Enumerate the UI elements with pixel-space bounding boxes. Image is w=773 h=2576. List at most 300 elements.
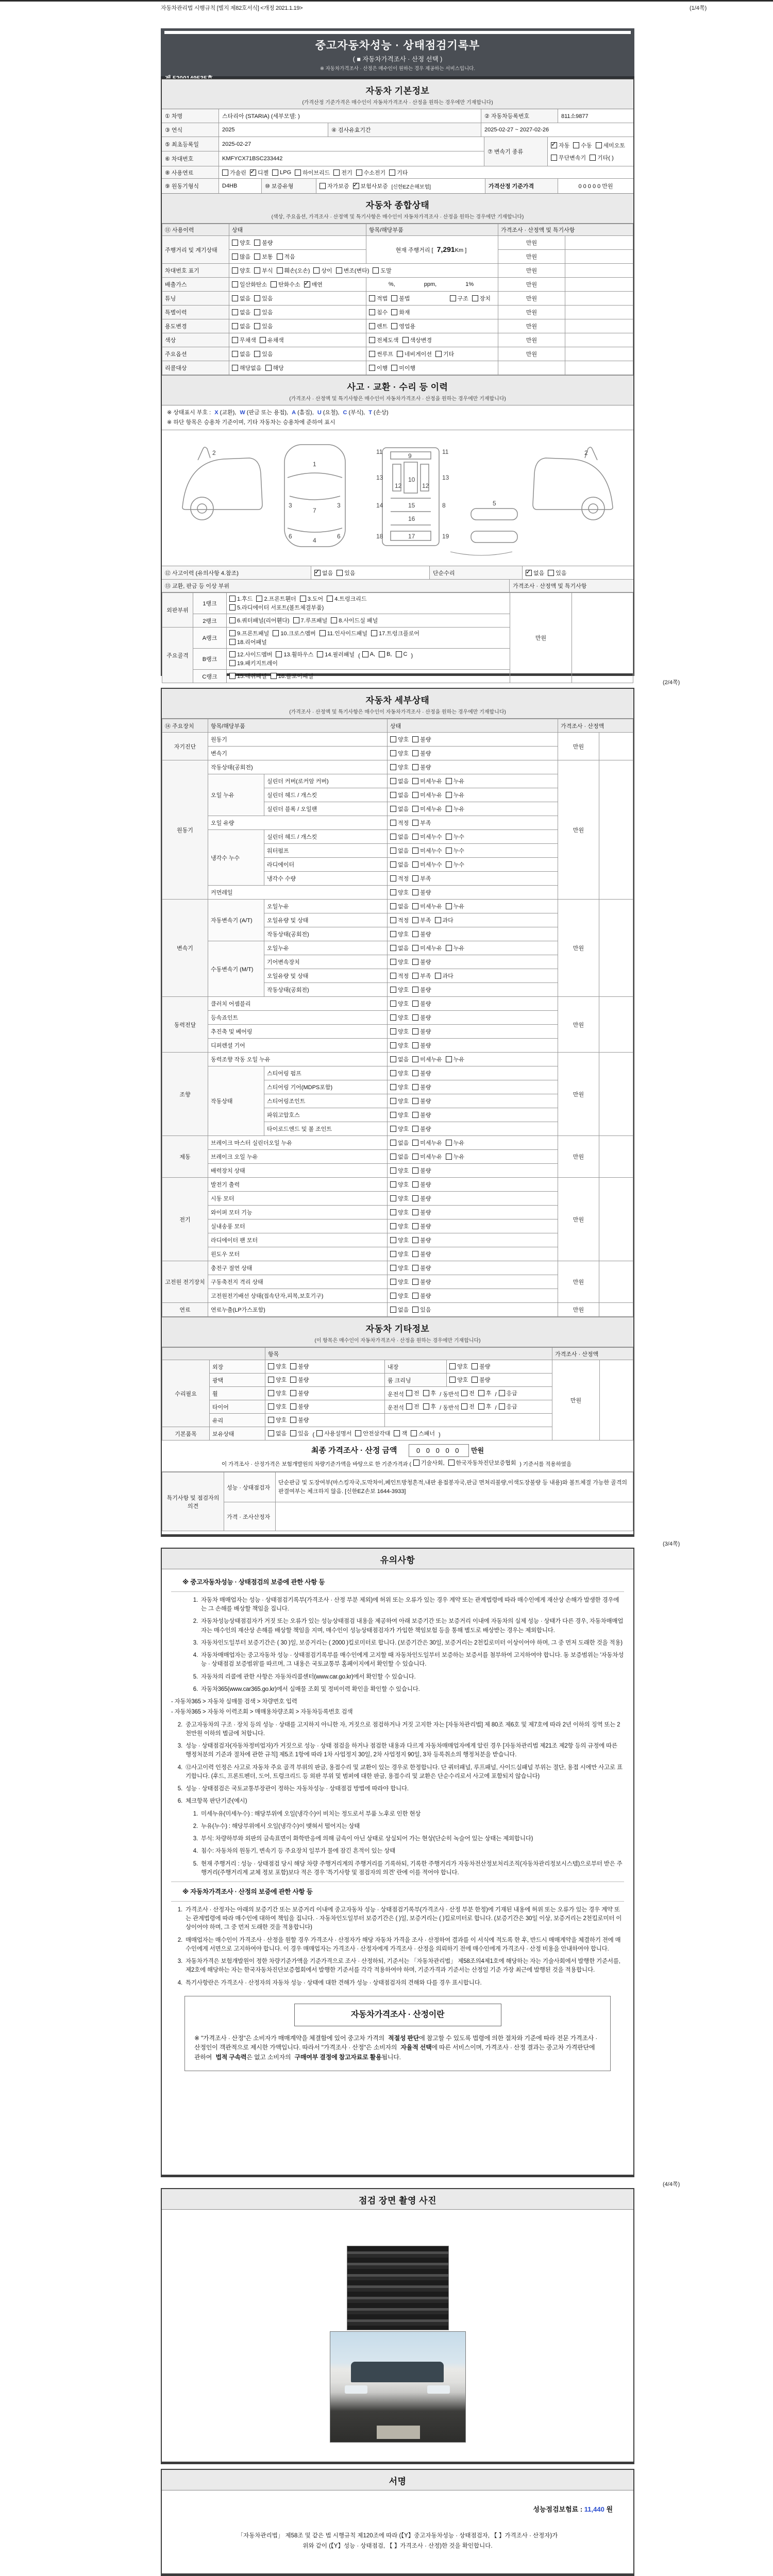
checkbox-화재[interactable] (391, 309, 397, 315)
checkbox-option (446, 1055, 464, 1063)
text: 운전석 (388, 1404, 404, 1411)
checkbox-누유[interactable] (446, 945, 452, 951)
checkbox-불량[interactable] (290, 1377, 296, 1383)
checkbox-불량[interactable] (412, 1167, 418, 1174)
checkbox-미세누유[interactable] (412, 945, 418, 951)
cell (388, 844, 558, 858)
table-row (162, 733, 633, 747)
checkbox-B,[interactable] (379, 651, 385, 657)
checkbox-있음[interactable] (254, 351, 260, 357)
checkbox-누수[interactable] (446, 861, 452, 868)
checkbox-양호[interactable] (390, 736, 396, 742)
col-item-parts: 항목/해당부품 (208, 719, 388, 733)
checkbox-불량[interactable] (254, 240, 260, 246)
checkbox-양호[interactable] (390, 889, 396, 895)
checkbox-option (412, 1292, 431, 1300)
checkbox-있음[interactable] (337, 570, 343, 576)
checkbox-불량[interactable] (472, 1363, 478, 1369)
cell (565, 236, 633, 250)
checkbox-영업용[interactable] (391, 323, 397, 329)
cell-오일 누유: 오일 누유 (208, 774, 264, 816)
accident-history-options (311, 566, 430, 579)
checkbox-없음[interactable] (314, 570, 321, 576)
checkbox-label: A, (369, 651, 376, 658)
checkbox-option (394, 1429, 407, 1437)
checkbox-없음[interactable] (232, 323, 238, 329)
checkbox-미세누유[interactable] (412, 1154, 418, 1160)
checkbox-label: 수소전기 (363, 170, 386, 176)
checkbox-미세누유[interactable] (412, 903, 418, 909)
checkbox-많음[interactable] (232, 253, 238, 260)
col-major-device: ⑭ 주요장치 (162, 719, 208, 733)
checkbox-자가보증[interactable] (320, 183, 326, 189)
final-price-label: 최종 가격조사 · 산정 금액 (311, 1446, 397, 1455)
checkbox-미세누수[interactable] (412, 834, 418, 840)
checkbox-label: 없음 (398, 1154, 409, 1160)
checkbox-응급[interactable] (499, 1390, 505, 1396)
checkbox-매연[interactable] (304, 281, 310, 287)
notice-item-text: 매매업자는 매수인이 가격조사 · 산정을 원할 경우 가격조사 · 산정자가 해당 자동차 가격을 조사 · 산정하여 결과를 이 서식에 적도록 한 후, 반드시 매매계약을 체결하기 전에 매수인에게 서면으로 고지하여야 합니다. 이 경우 매매업자는 가격조사 · 산정자에게 가격조사 · 산정을 의뢰하기 전에 매수인에게 가격조사 · 산정 비용을 안내하여야 합니다. (186, 1937, 621, 1952)
checkbox-option (412, 1153, 442, 1161)
checkbox-불량[interactable] (290, 1417, 296, 1423)
checkbox-불량[interactable] (412, 1028, 418, 1035)
checkbox-무단변속기[interactable] (551, 155, 557, 161)
checkbox-구조[interactable] (450, 295, 456, 301)
checkbox-적법[interactable] (369, 295, 375, 301)
cell-수리필요: 수리필요 (162, 1360, 210, 1427)
checkbox-불량[interactable] (412, 1251, 418, 1257)
checkbox-변조(변타)[interactable] (336, 267, 342, 274)
checkbox-option (412, 819, 431, 827)
checkbox-label: 12.사이드멤버 (237, 652, 273, 658)
checkbox-미세누유[interactable] (412, 1140, 418, 1146)
checkbox-렌트[interactable] (369, 323, 375, 329)
checkbox-미세누유[interactable] (412, 1056, 418, 1062)
cell (599, 1261, 633, 1303)
simple-repair-label: 단순수리 (430, 566, 523, 579)
checkbox-불량[interactable] (412, 764, 418, 770)
checkbox-양호[interactable] (390, 750, 396, 756)
checkbox-있음[interactable] (254, 295, 260, 301)
checkbox-적정[interactable] (390, 917, 396, 923)
checkbox-불량[interactable] (412, 1181, 418, 1188)
checkbox-불량[interactable] (412, 1279, 418, 1285)
checkbox-기타( )[interactable] (590, 155, 596, 161)
checkbox-보험사보증[interactable] (353, 183, 359, 189)
notice-item-number: 2. (193, 1618, 198, 1625)
checkbox-label: 없음 (398, 1307, 409, 1313)
checkbox-불량[interactable] (412, 1014, 418, 1021)
checkbox-양호[interactable] (232, 267, 238, 274)
checkbox-양호[interactable] (449, 1363, 456, 1369)
checkbox-C[interactable] (396, 651, 402, 657)
checkbox-5.라디에이터 서포트(볼트체결부품)[interactable] (229, 604, 236, 611)
cell (366, 278, 498, 292)
checkbox-불량[interactable] (412, 959, 418, 965)
notice-item-number: 3. (193, 1639, 198, 1646)
checkbox-미세누유[interactable] (412, 806, 418, 812)
checkbox-option (314, 569, 333, 577)
notice-item (187, 1685, 624, 1694)
checkbox-option (390, 1097, 409, 1105)
checkbox-누유[interactable] (446, 806, 452, 812)
checkbox-기술사회,[interactable] (413, 1460, 419, 1466)
checkbox-label: 미세누수 (420, 861, 442, 868)
checkbox-없음[interactable] (390, 806, 396, 812)
checkbox-양호[interactable] (390, 1251, 396, 1257)
checkbox-누유[interactable] (446, 778, 452, 784)
checkbox-불량[interactable] (412, 1042, 418, 1048)
cell (565, 347, 633, 361)
checkbox-option (229, 638, 267, 646)
checkbox-양호[interactable] (449, 1377, 456, 1383)
checkbox-option (290, 1429, 309, 1437)
checkbox-부족[interactable] (412, 875, 418, 882)
checkbox-기타[interactable] (389, 170, 395, 176)
checkbox-누수[interactable] (446, 848, 452, 854)
checkbox-양호[interactable] (390, 1098, 396, 1104)
checkbox-19.패키지트레이[interactable] (229, 660, 236, 666)
checkbox-보통[interactable] (254, 253, 260, 260)
checkbox-없음[interactable] (390, 903, 396, 909)
checkbox-네비게이션[interactable] (397, 351, 403, 357)
checkbox-침수[interactable] (369, 309, 375, 315)
checkbox-기타[interactable] (435, 351, 442, 357)
checkbox-무채색[interactable] (232, 337, 238, 343)
checkbox-불량[interactable] (412, 889, 418, 895)
checkbox-미세누수[interactable] (412, 861, 418, 868)
checkbox-양호[interactable] (390, 1042, 396, 1048)
checkbox-양호[interactable] (390, 959, 396, 965)
checkbox-18.리어패널[interactable] (229, 639, 236, 645)
checkbox-양호[interactable] (390, 1112, 396, 1118)
checkbox-전[interactable] (461, 1390, 467, 1396)
checkbox-적음[interactable] (277, 253, 283, 260)
checkbox-양호[interactable] (268, 1363, 274, 1369)
checkbox-전[interactable] (406, 1390, 412, 1396)
checkbox-있음[interactable] (290, 1430, 296, 1436)
checkbox-불량[interactable] (412, 1237, 418, 1243)
checkbox-과다[interactable] (435, 973, 441, 979)
cell-만원: 만원 (558, 733, 599, 760)
checkbox-한국자동차진단보증협회[interactable] (448, 1460, 455, 1466)
checkbox-양호[interactable] (390, 1126, 396, 1132)
checkbox-label: 불량 (479, 1377, 491, 1383)
cell (388, 1011, 558, 1025)
checkbox-유채색[interactable] (260, 337, 266, 343)
table-row (162, 109, 633, 123)
checkbox-불량[interactable] (412, 736, 418, 742)
checkbox-누유[interactable] (446, 1056, 452, 1062)
checkbox-썬루프[interactable] (369, 351, 375, 357)
checkbox-label: 불량 (420, 987, 431, 993)
checkbox-7.루프패널[interactable] (293, 617, 299, 623)
checkbox-불량[interactable] (412, 1293, 418, 1299)
checkbox-있음[interactable] (254, 323, 260, 329)
checkbox-option (369, 364, 388, 372)
checkbox-장치[interactable] (472, 295, 478, 301)
checkbox-14.필러패널[interactable] (317, 651, 323, 657)
checkbox-option (369, 294, 388, 302)
checkbox-양호[interactable] (390, 1195, 396, 1201)
checkbox-label: 세미오토 (603, 143, 626, 149)
checkbox-부족[interactable] (412, 973, 418, 979)
checkbox-option (268, 1416, 287, 1424)
checkbox-후[interactable] (423, 1403, 429, 1410)
checkbox-label: 양호 (457, 1377, 468, 1383)
cell-차대번호 표기: 차대번호 표기 (162, 264, 229, 278)
checkbox-양호[interactable] (390, 931, 396, 937)
notice-outer-items (171, 1721, 624, 1806)
checkbox-양호[interactable] (390, 1028, 396, 1035)
checkbox-16.플로어패널[interactable] (271, 673, 277, 679)
vin-value: KMFYCX71BSC233442 (222, 156, 283, 162)
checkbox-색상변경[interactable] (402, 337, 409, 343)
checkbox-누유[interactable] (446, 792, 452, 798)
checkbox-9.프론트패널[interactable] (229, 630, 236, 636)
checkbox-불량[interactable] (412, 1112, 418, 1118)
checkbox-4.트렁크리드[interactable] (327, 596, 333, 602)
cell (388, 969, 558, 983)
checkbox-전체도색[interactable] (369, 337, 375, 343)
checkbox-없음[interactable] (390, 1154, 396, 1160)
text: / (495, 1404, 497, 1411)
checkbox-불량[interactable] (412, 1265, 418, 1271)
checkbox-가솔린[interactable] (222, 170, 228, 176)
checkbox-하이브리드[interactable] (295, 170, 301, 176)
checkbox-불량[interactable] (412, 1223, 418, 1229)
notice-item (187, 1822, 624, 1831)
checkbox-탄화수소[interactable] (271, 281, 277, 287)
checkbox-양호[interactable] (390, 1293, 396, 1299)
checkbox-option (412, 958, 431, 966)
checkbox-불량[interactable] (412, 1070, 418, 1076)
checkbox-label: 1.후드 (237, 596, 253, 603)
checkbox-없음[interactable] (232, 295, 238, 301)
cell-충전구 절연 상태: 충전구 절연 상태 (208, 1261, 388, 1275)
cell (385, 1414, 552, 1427)
checkbox-미이행[interactable] (391, 365, 397, 371)
appraiser-label: 가격 · 조사산정자 (224, 1502, 276, 1531)
checkbox-훼손(오손)[interactable] (277, 267, 283, 274)
checkbox-13.휠하우스[interactable] (276, 651, 282, 657)
checkbox-스패너[interactable] (411, 1430, 417, 1436)
checkbox-후[interactable] (478, 1403, 484, 1410)
checkbox-양호[interactable] (390, 1209, 396, 1215)
checkbox-전[interactable] (406, 1403, 412, 1410)
checkbox-응급[interactable] (499, 1403, 505, 1410)
cell (366, 361, 498, 375)
checkbox-label: 불량 (420, 1126, 431, 1132)
checkbox-불량[interactable] (472, 1377, 478, 1383)
checkbox-전기[interactable] (333, 170, 340, 176)
cell (265, 1400, 385, 1414)
checkbox-미세누유[interactable] (412, 792, 418, 798)
checkbox-없음[interactable] (390, 861, 396, 868)
checkbox-10.크로스멤버[interactable] (273, 630, 279, 636)
checkbox-안전삼각대[interactable] (355, 1430, 361, 1436)
checkbox-도말[interactable] (373, 267, 379, 274)
status-code-letter: C (343, 410, 347, 416)
cell (447, 1360, 552, 1374)
checkbox-양호[interactable] (390, 1084, 396, 1090)
checkbox-label: 유채색 (267, 337, 284, 344)
checkbox-전[interactable] (461, 1403, 467, 1410)
checkbox-option (260, 336, 284, 344)
checkbox-불량[interactable] (412, 1001, 418, 1007)
cell-유리: 유리 (210, 1414, 265, 1427)
cell-타이어: 타이어 (210, 1400, 265, 1414)
checkbox-option (390, 1111, 409, 1119)
checkbox-해당[interactable] (265, 365, 272, 371)
checkbox-양호[interactable] (268, 1403, 274, 1410)
checkbox-label: 없음 (398, 1056, 409, 1063)
checkbox-label: 불량 (420, 1181, 431, 1188)
checkbox-적정[interactable] (390, 973, 396, 979)
checkbox-없음[interactable] (390, 1307, 396, 1313)
checkbox-적정[interactable] (390, 820, 396, 826)
checkbox-일산화탄소[interactable] (232, 281, 238, 287)
checkbox-불량[interactable] (412, 1209, 418, 1215)
checkbox-부족[interactable] (412, 917, 418, 923)
checkbox-없음[interactable] (268, 1430, 274, 1436)
checkbox-없음[interactable] (390, 945, 396, 951)
car-diagram (162, 430, 633, 563)
notice-item (187, 1617, 624, 1635)
checkbox-17.트렁크플로어[interactable] (371, 630, 377, 636)
checkbox-label: 없음 (533, 570, 545, 577)
price-survey-select-line: ( ■ 자동차가격조사 · 산정 선택 ) (352, 56, 443, 63)
checkbox-불량[interactable] (412, 1195, 418, 1201)
table-row (162, 333, 633, 347)
checkbox-있음[interactable] (254, 309, 260, 315)
checkbox-option (412, 1125, 431, 1133)
checkbox-자동[interactable] (551, 142, 557, 148)
checkbox-불량[interactable] (412, 987, 418, 993)
checkbox-누유[interactable] (446, 1154, 452, 1160)
checkbox-양호[interactable] (390, 1223, 396, 1229)
checkbox-label: 미세누유 (420, 806, 442, 812)
checkbox-없음[interactable] (390, 792, 396, 798)
checkbox-양호[interactable] (390, 1014, 396, 1021)
checkbox-없음[interactable] (390, 778, 396, 784)
checkbox-8.사이드실 패널[interactable] (331, 617, 337, 623)
checkbox-양호[interactable] (268, 1417, 274, 1423)
cell-만원: 만원 (498, 292, 565, 306)
status-code-letter: U (317, 410, 322, 416)
checkbox-양호[interactable] (390, 764, 396, 770)
page-marker-1: (1/4쪽) (690, 5, 707, 11)
checkbox-양호[interactable] (390, 1237, 396, 1243)
checkbox-없음[interactable] (390, 848, 396, 854)
checkbox-누유[interactable] (446, 1140, 452, 1146)
checkbox-불량[interactable] (412, 1098, 418, 1104)
checkbox-2.프론트휀더[interactable] (256, 596, 262, 602)
checkbox-양호[interactable] (390, 987, 396, 993)
checkbox-있음[interactable] (412, 1307, 418, 1313)
checkbox-label: 전 (469, 1390, 475, 1397)
checkbox-양호[interactable] (390, 1001, 396, 1007)
cell-만원: 만원 (498, 278, 565, 292)
checkbox-디젤[interactable] (250, 170, 256, 176)
checkbox-없음[interactable] (232, 309, 238, 315)
cell-튜닝: 튜닝 (162, 292, 229, 306)
checkbox-양호[interactable] (390, 1279, 396, 1285)
checkbox-누유[interactable] (446, 903, 452, 909)
cell (388, 1275, 558, 1289)
checkbox-12.사이드멤버[interactable] (229, 651, 236, 657)
fuel-options (219, 166, 633, 178)
checkbox-6.쿼터패널(리어휀다)[interactable] (229, 617, 236, 623)
checkbox-후[interactable] (478, 1390, 484, 1396)
cell (227, 614, 510, 628)
checkbox-label: 침수 (377, 309, 388, 316)
checkbox-양호[interactable] (390, 1070, 396, 1076)
checkbox-이행[interactable] (369, 365, 375, 371)
checkbox-상이[interactable] (313, 267, 320, 274)
etc-info-title: 자동차 기타정보 (365, 1324, 430, 1334)
checkbox-양호[interactable] (268, 1390, 274, 1396)
checkbox-해당없음[interactable] (232, 365, 238, 371)
checkbox-없음[interactable] (390, 1140, 396, 1146)
checkbox-불량[interactable] (290, 1390, 296, 1396)
checkbox-label: 불량 (420, 959, 431, 965)
checkbox-양호[interactable] (390, 1167, 396, 1174)
checkbox-없음[interactable] (232, 351, 238, 357)
checkbox-LPG[interactable] (272, 170, 278, 176)
checkbox-3.도어[interactable] (300, 596, 306, 602)
checkbox-미세누유[interactable] (412, 778, 418, 784)
checkbox-수동[interactable] (573, 142, 579, 148)
checkbox-없음[interactable] (390, 834, 396, 840)
checkbox-부식[interactable] (254, 267, 260, 274)
checkbox-양호[interactable] (232, 240, 238, 246)
checkbox-사용설명서[interactable] (316, 1430, 323, 1436)
checkbox-미세누수[interactable] (412, 848, 418, 854)
checkbox-불법[interactable] (391, 295, 397, 301)
checkbox-11.인사이드패널[interactable] (320, 630, 326, 636)
checkbox-label: 양호 (276, 1391, 287, 1397)
checkbox-없음[interactable] (526, 570, 532, 576)
checkbox-부족[interactable] (412, 820, 418, 826)
checkbox-불량[interactable] (412, 1084, 418, 1090)
checkbox-15.대쉬패널[interactable] (229, 673, 236, 679)
checkbox-label: 있음 (344, 570, 356, 577)
checkbox-적정[interactable] (390, 875, 396, 882)
checkbox-세미오토[interactable] (596, 142, 602, 148)
checkbox-누수[interactable] (446, 834, 452, 840)
checkbox-불량[interactable] (290, 1403, 296, 1410)
checkbox-후[interactable] (423, 1390, 429, 1396)
checkbox-option (333, 168, 352, 177)
checkbox-불량[interactable] (290, 1363, 296, 1369)
checkbox-1.후드[interactable] (229, 596, 236, 602)
checkbox-양호[interactable] (268, 1377, 274, 1383)
text: ※ "가격조사 · 산정"은 소비자가 매매계약을 체결함에 있어 중고차 가격의 (194, 2034, 386, 2042)
checkbox-잭[interactable] (394, 1430, 400, 1436)
checkbox-양호[interactable] (390, 1181, 396, 1188)
checkbox-양호[interactable] (390, 1265, 396, 1271)
checkbox-불량[interactable] (412, 1126, 418, 1132)
checkbox-수소전기[interactable] (356, 170, 362, 176)
checkbox-불량[interactable] (412, 931, 418, 937)
checkbox-과다[interactable] (435, 917, 441, 923)
checkbox-없음[interactable] (390, 1056, 396, 1062)
checkbox-A,[interactable] (362, 651, 368, 657)
table-row (162, 361, 633, 375)
checkbox-있음[interactable] (548, 570, 554, 576)
checkbox-불량[interactable] (412, 750, 418, 756)
